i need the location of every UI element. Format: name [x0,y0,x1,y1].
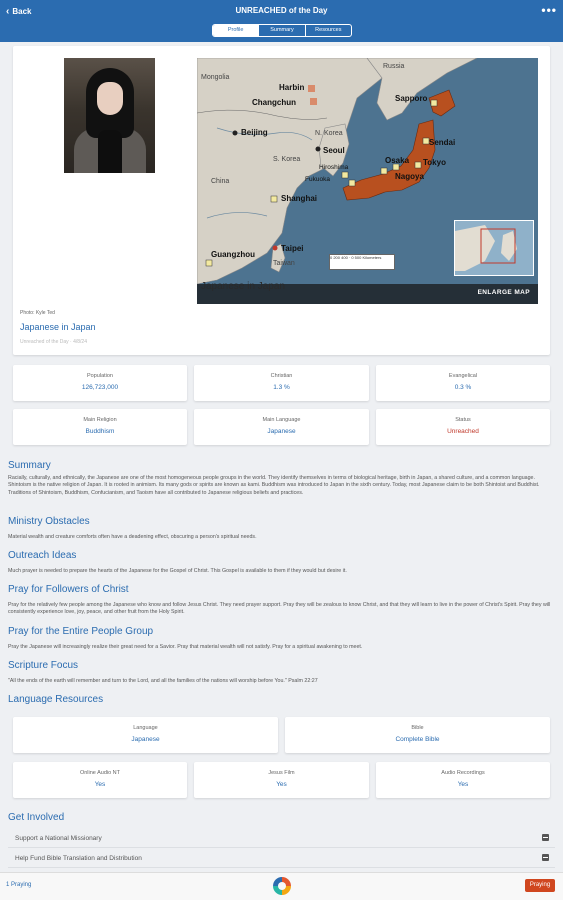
page-title: UNREACHED of the Day [235,6,328,15]
stat-label: Evangelical [448,373,478,379]
stat-label: Population [87,373,113,379]
map-label-taipei: Taipei [281,244,304,253]
scripture-focus-text: "All the ends of the earth will remember and turn to the Lord, and all the families of the nations will worship before You." Psalm 22:27 [8,678,318,684]
lang-bible[interactable] [285,717,550,753]
lang-online-audio-nt[interactable] [13,762,187,798]
lang-label: Online Audio NT [79,770,121,776]
map-scale-bar: 0 200 400 · 0 500 Kilometers [329,254,395,270]
map-label-seoul: Seoul [323,146,345,155]
photo-credit: Photo: Kyle Ted [20,310,55,316]
stat-label: Main Religion [83,417,117,423]
profile-subtitle: Unreached of the Day · 4/8/24 [20,339,87,345]
pray-followers-text: Pray for the relatively few people among the Japanese who know and follow Jesus Christ. They need prayer support. Pray they will be zealous to know Christ, and that they will learn to live in the power of Christ's Spirit. Pray they will consistently experience love, joy, peace, and other fruit from the Holy Spirit. [8,602,551,616]
chevron-left-icon: ‹ [6,6,10,17]
back-label: Back [12,7,32,16]
list-item[interactable] [8,829,555,848]
map-label-changchun: Changchun [252,98,296,107]
lang-value: Yes [276,781,287,788]
stat-main-religion[interactable] [13,409,187,445]
stat-value: 1.3 % [273,384,290,391]
stat-label: Status [455,417,471,423]
people-group-name[interactable]: Japanese in Japan [20,322,96,332]
map-image[interactable] [197,58,538,304]
people-group-photo [64,58,155,173]
lang-label: Audio Recordings [441,770,485,776]
stat-christian [194,365,369,401]
lang-audio-recordings[interactable] [376,762,550,798]
stat-status[interactable] [376,409,550,445]
external-link-icon [542,834,549,841]
stat-evangelical [376,365,550,401]
map-caption-bar [197,281,538,304]
lang-language[interactable] [13,717,278,753]
map-label-south-korea: S. Korea [273,156,301,163]
stat-main-language[interactable] [194,409,369,445]
pray-entire-heading: Pray for the Entire People Group [8,626,154,637]
lang-value: Complete Bible [395,736,440,743]
stat-value: Buddhism [85,428,115,435]
list-item[interactable] [8,849,555,868]
tab-summary[interactable]: Summary [259,25,305,36]
pray-followers-heading: Pray for Followers of Christ [8,584,129,595]
stat-population [13,365,187,401]
map-label-shanghai: Shanghai [281,194,318,203]
map-label-beijing: Beijing [241,128,268,137]
map-inset [454,220,534,276]
enlarge-map-button[interactable]: ENLARGE MAP [477,289,530,296]
stat-value: 0.3 % [454,384,472,391]
map-label-north-korea: N. Korea [315,130,343,137]
stat-label: Main Language [262,417,301,423]
tab-profile[interactable]: Profile [213,25,259,36]
outreach-ideas-text: Much prayer is needed to prepare the hearts of the Japanese for the Gospel of Christ. This Gospel is available to them if they would but desire it. [8,568,347,574]
map-label-guangzhou: Guangzhou [211,250,255,259]
map-caption: Japanese in Japan [201,281,285,292]
map-label-harbin: Harbin [279,83,305,92]
pray-entire-text: Pray the Japanese will increasingly realize their great need for a Savior. Pray that material wealth will not satisfy. Pray for a spiritual awakening to meet. [8,644,363,650]
map-label-sendai: Sendai [429,138,456,147]
map-label-hiroshima: Hiroshima [319,164,349,171]
summary-text: Racially, culturally, and ethnically, the Japanese are one of the most homogeneous people groups in the world. They identify themselves in terms of biological heritage, birth in Japan, a shared culture, and a common language. Shintoism is the native religion of Japan. It is rooted in animism. Its many gods or spirits are known as kami. Buddhism was introduced to Japan in the sixth century. Today, most Japanese claim to be both Shintoist and Buddhist. Traditions of Shintoism, Buddhism, Confucianism, and Taoism have all contributed to Japanese religious beliefs and practices. [8,475,540,496]
map-label-mongolia: Mongolia [201,74,230,81]
language-resources-heading: Language Resources [8,694,104,705]
map-label-taiwan: Taiwan [273,260,295,267]
bottom-bar [0,872,563,900]
ministry-obstacles-text: Material wealth and creature comforts often have a deadening effect, obscuring a person's spiritual needs. [8,534,257,540]
top-navigation-bar [0,0,563,42]
summary-heading: Summary [8,460,51,471]
stat-value: Japanese [267,428,296,435]
map-label-sapporo: Sapporo [395,94,428,103]
profile-card [13,46,550,355]
list-item-label: Help Fund Bible Translation and Distribution [15,855,142,862]
lang-label: Language [133,725,158,731]
lang-label: Jesus Film [268,770,295,776]
map-label-nagoya: Nagoya [395,172,424,181]
get-involved-heading: Get Involved [8,812,65,823]
outreach-ideas-heading: Outreach Ideas [8,550,77,561]
scripture-focus-heading: Scripture Focus [8,660,79,671]
lang-jesus-film[interactable] [194,762,369,798]
map-label-russia: Russia [383,63,405,70]
map-label-osaka: Osaka [385,156,410,165]
app-logo-icon[interactable] [273,877,291,895]
tab-resources[interactable]: Resources [315,27,342,33]
lang-value: Yes [457,781,469,788]
map-label-tokyo: Tokyo [423,158,446,167]
external-link-icon [542,854,549,861]
map-label-china: China [211,178,230,185]
more-dots-icon[interactable]: ••• [541,3,557,17]
pray-button[interactable]: Praying [525,879,555,892]
ministry-obstacles-heading: Ministry Obstacles [8,516,90,527]
stat-value: Unreached [447,428,479,435]
stat-label: Christian [270,373,293,379]
praying-count-link[interactable]: 1 Praying [6,882,32,888]
list-item-label: Support a National Missionary [15,835,102,842]
map-label-fukuoka: Fukuoka [305,176,330,183]
segmented-tabs [212,24,352,37]
lang-value: Yes [94,781,106,788]
stat-value: 126,723,000 [81,384,119,391]
lang-label: Bible [411,725,424,731]
lang-value: Japanese [131,736,160,743]
